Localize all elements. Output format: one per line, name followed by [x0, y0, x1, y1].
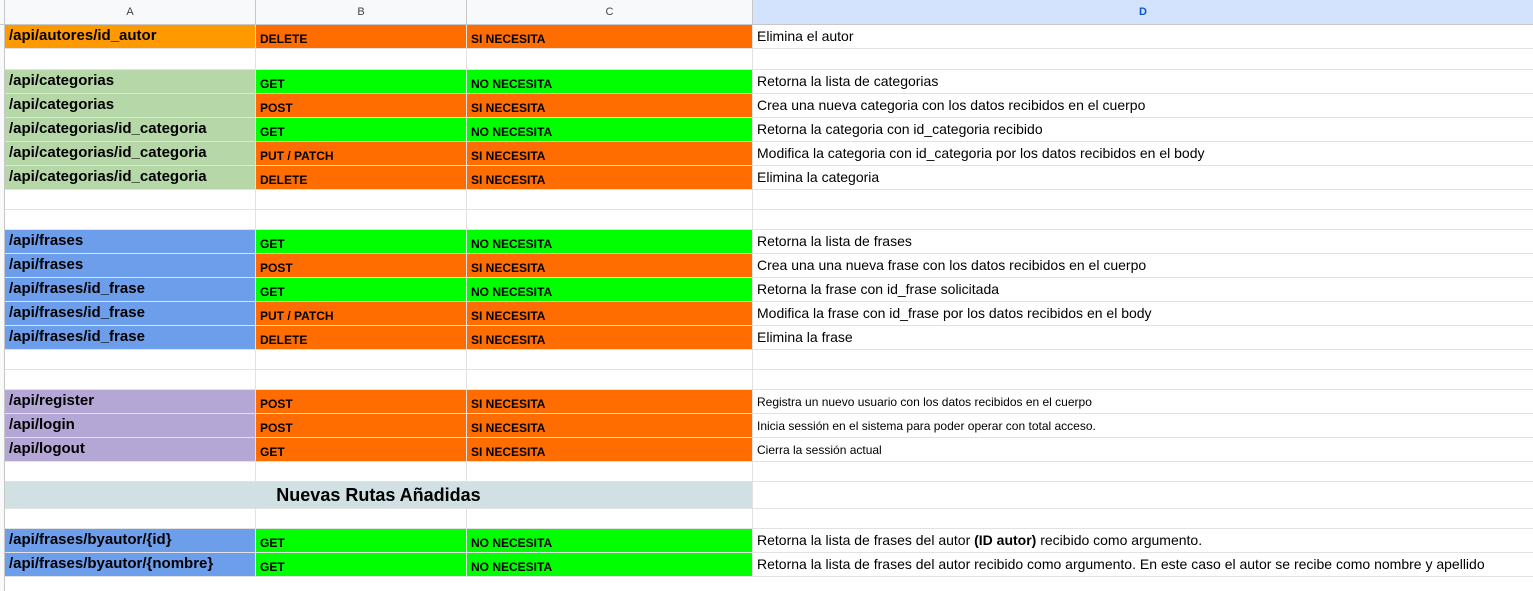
table-row	[0, 482, 1533, 509]
auth-cell[interactable]: SI NECESITA	[467, 25, 753, 49]
empty-cell[interactable]	[5, 370, 256, 390]
method-cell[interactable]: PUT / PATCH	[256, 142, 467, 166]
table-row	[0, 94, 1533, 118]
route-cell[interactable]: /api/categorias/id_categoria	[5, 118, 256, 142]
table-row	[0, 230, 1533, 254]
empty-cell[interactable]	[467, 462, 753, 482]
method-cell[interactable]: POST	[256, 390, 467, 414]
column-header-b[interactable]: B	[256, 0, 467, 24]
description-cell[interactable]: Elimina la categoria	[753, 166, 1533, 190]
empty-cell[interactable]	[467, 370, 753, 390]
empty-cell[interactable]	[753, 370, 1533, 390]
method-cell[interactable]: DELETE	[256, 166, 467, 190]
description-cell[interactable]: Crea una una nueva frase con los datos recibidos en el cuerpo	[753, 254, 1533, 278]
method-cell[interactable]: DELETE	[256, 326, 467, 350]
empty-cell[interactable]	[256, 210, 467, 230]
table-row	[0, 278, 1533, 302]
column-header-row	[0, 0, 1533, 25]
description-emphasis: (ID autor)	[974, 532, 1037, 548]
method-cell[interactable]: POST	[256, 414, 467, 438]
description-cell[interactable]: Crea una nueva categoria con los datos recibidos en el cuerpo	[753, 94, 1533, 118]
table-row	[0, 350, 1533, 370]
route-cell[interactable]: /api/categorias/id_categoria	[5, 166, 256, 190]
route-cell[interactable]: /api/categorias	[5, 94, 256, 118]
auth-cell[interactable]: SI NECESITA	[467, 414, 753, 438]
auth-cell[interactable]: SI NECESITA	[467, 142, 753, 166]
auth-cell[interactable]: SI NECESITA	[467, 302, 753, 326]
empty-cell[interactable]	[467, 210, 753, 230]
empty-cell[interactable]	[256, 350, 467, 370]
route-cell[interactable]: /api/frases/byautor/{id}	[5, 529, 256, 553]
auth-cell[interactable]: SI NECESITA	[467, 390, 753, 414]
empty-cell[interactable]	[753, 509, 1533, 529]
auth-cell[interactable]: NO NECESITA	[467, 278, 753, 302]
description-text: recibido como argumento.	[1036, 532, 1203, 548]
table-row	[0, 462, 1533, 482]
route-cell[interactable]: /api/frases	[5, 254, 256, 278]
method-cell[interactable]: GET	[256, 278, 467, 302]
empty-cell[interactable]	[753, 482, 1533, 509]
empty-cell[interactable]	[256, 190, 467, 210]
description-cell[interactable]: Retorna la lista de categorias	[753, 70, 1533, 94]
method-cell[interactable]: GET	[256, 529, 467, 553]
empty-cell[interactable]	[753, 49, 1533, 70]
method-cell[interactable]: POST	[256, 94, 467, 118]
empty-cell[interactable]	[753, 462, 1533, 482]
route-cell[interactable]: /api/categorias/id_categoria	[5, 142, 256, 166]
empty-cell[interactable]	[5, 210, 256, 230]
section-title[interactable]: Nuevas Rutas Añadidas	[5, 482, 753, 509]
empty-cell[interactable]	[5, 190, 256, 210]
empty-cell[interactable]	[753, 210, 1533, 230]
table-row	[0, 70, 1533, 94]
column-header-d[interactable]: D	[753, 0, 1533, 24]
empty-cell[interactable]	[467, 49, 753, 70]
auth-cell[interactable]: NO NECESITA	[467, 529, 753, 553]
method-cell[interactable]: GET	[256, 438, 467, 462]
empty-cell[interactable]	[256, 462, 467, 482]
description-cell[interactable]: Cierra la sessión actual	[753, 438, 1533, 462]
table-row	[0, 370, 1533, 390]
route-cell[interactable]: /api/register	[5, 390, 256, 414]
empty-cell[interactable]	[753, 190, 1533, 210]
column-header-c[interactable]: C	[467, 0, 753, 24]
description-cell[interactable]: Modifica la categoria con id_categoria por los datos recibidos en el body	[753, 142, 1533, 166]
auth-cell[interactable]: NO NECESITA	[467, 230, 753, 254]
empty-cell[interactable]	[256, 509, 467, 529]
route-cell[interactable]: /api/frases/id_frase	[5, 278, 256, 302]
description-cell[interactable]: Elimina el autor	[753, 25, 1533, 49]
description-cell[interactable]: Registra un nuevo usuario con los datos recibidos en el cuerpo	[753, 390, 1533, 414]
table-row	[0, 438, 1533, 462]
method-cell[interactable]: GET	[256, 118, 467, 142]
table-row	[0, 190, 1533, 210]
table-row	[0, 254, 1533, 278]
empty-cell[interactable]	[256, 49, 467, 70]
table-row	[0, 25, 1533, 49]
column-header-a[interactable]: A	[5, 0, 256, 24]
route-cell[interactable]: /api/categorias	[5, 70, 256, 94]
table-row	[0, 142, 1533, 166]
table-row	[0, 118, 1533, 142]
empty-cell[interactable]	[5, 509, 256, 529]
auth-cell[interactable]: NO NECESITA	[467, 70, 753, 94]
table-row	[0, 49, 1533, 70]
description-cell[interactable]: Modifica la frase con id_frase por los datos recibidos en el body	[753, 302, 1533, 326]
auth-cell[interactable]: SI NECESITA	[467, 94, 753, 118]
auth-cell[interactable]: SI NECESITA	[467, 326, 753, 350]
auth-cell[interactable]: NO NECESITA	[467, 118, 753, 142]
method-cell[interactable]: POST	[256, 254, 467, 278]
table-row	[0, 166, 1533, 190]
route-cell[interactable]: /api/login	[5, 414, 256, 438]
route-cell[interactable]: /api/frases/id_frase	[5, 326, 256, 350]
empty-cell[interactable]	[5, 462, 256, 482]
route-cell[interactable]: /api/frases	[5, 230, 256, 254]
method-cell[interactable]: GET	[256, 230, 467, 254]
description-cell[interactable]: Elimina la frase	[753, 326, 1533, 350]
empty-cell[interactable]	[5, 49, 256, 70]
route-cell[interactable]: /api/logout	[5, 438, 256, 462]
description-cell[interactable]	[753, 529, 1533, 553]
description-cell[interactable]: Inicia sessión en el sistema para poder operar con total acceso.	[753, 414, 1533, 438]
table-row	[0, 302, 1533, 326]
empty-cell[interactable]	[467, 350, 753, 370]
table-row	[0, 509, 1533, 529]
empty-cell[interactable]	[256, 370, 467, 390]
route-cell[interactable]: /api/frases/byautor/{nombre}	[5, 553, 256, 577]
route-cell[interactable]: /api/frases/id_frase	[5, 302, 256, 326]
auth-cell[interactable]: SI NECESITA	[467, 438, 753, 462]
description-cell[interactable]: Retorna la lista de frases del autor recibido como argumento. En este caso el autor se recibe como nombre y apellido	[753, 553, 1533, 577]
table-row	[0, 414, 1533, 438]
table-row	[0, 553, 1533, 577]
auth-cell[interactable]: SI NECESITA	[467, 254, 753, 278]
description-cell[interactable]: Retorna la lista de frases	[753, 230, 1533, 254]
description-cell[interactable]: Retorna la frase con id_frase solicitada	[753, 278, 1533, 302]
description-text: Retorna la lista de frases del autor	[757, 532, 975, 548]
empty-cell[interactable]	[467, 190, 753, 210]
empty-cell[interactable]	[467, 509, 753, 529]
method-cell[interactable]: PUT / PATCH	[256, 302, 467, 326]
table-row	[0, 529, 1533, 553]
route-cell[interactable]: /api/autores/id_autor	[5, 25, 256, 49]
auth-cell[interactable]: NO NECESITA	[467, 553, 753, 577]
method-cell[interactable]: DELETE	[256, 25, 467, 49]
description-cell[interactable]: Retorna la categoria con id_categoria recibido	[753, 118, 1533, 142]
table-row	[0, 210, 1533, 230]
table-row	[0, 390, 1533, 414]
auth-cell[interactable]: SI NECESITA	[467, 166, 753, 190]
method-cell[interactable]: GET	[256, 553, 467, 577]
method-cell[interactable]: GET	[256, 70, 467, 94]
empty-cell[interactable]	[5, 350, 256, 370]
table-row	[0, 326, 1533, 350]
empty-cell[interactable]	[753, 350, 1533, 370]
